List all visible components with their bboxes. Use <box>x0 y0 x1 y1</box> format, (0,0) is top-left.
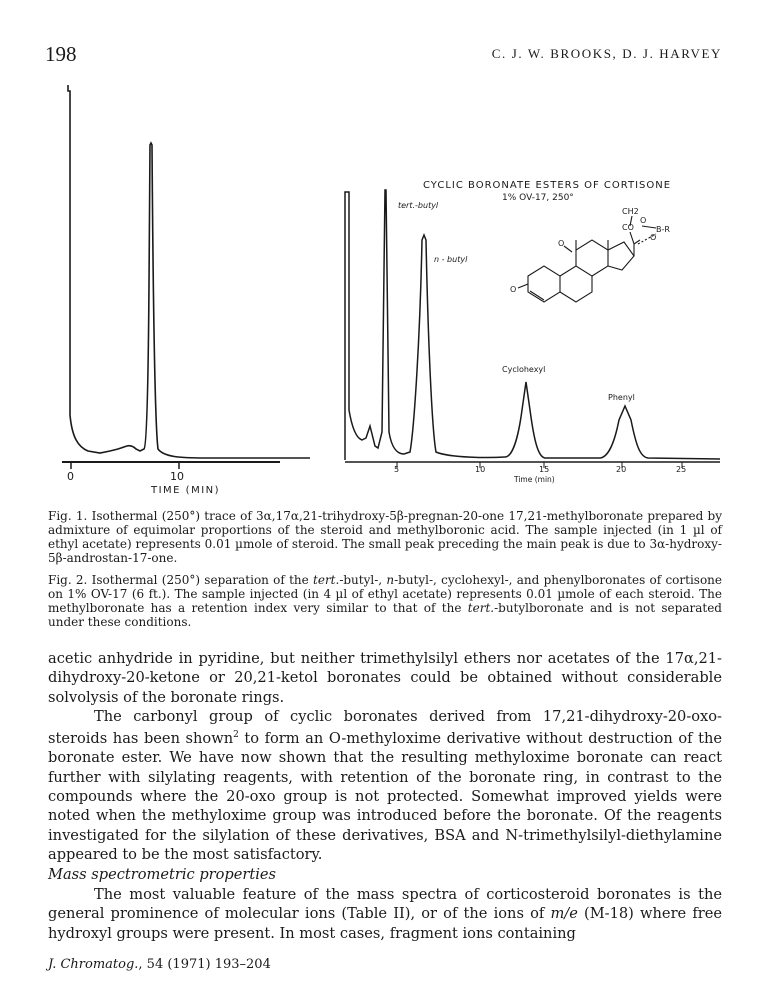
fig2-x-label: Time (min) <box>514 475 555 484</box>
fig1-caption-text: Isothermal (250°) trace of 3α,17α,21-trihydroxy-5β-pregnan-20-one 17,21-methylboronate prepared by admixture of equimolar proportions of the steroid and methylboronic acid. The sample injected (in 1 µl of ethyl acetate) represents 0.01 µmole of steroid. The small peak preceding the main peak is due to 3α-hydroxy-5β-androstan-17-one. <box>48 509 722 565</box>
paragraph-3-b: (M-18) where free hydroxyl groups were present. In most cases, fragment ions containing <box>48 905 722 942</box>
paragraph-2-ref: 2 <box>233 730 239 741</box>
paragraph-1: acetic anhydride in pyridine, but neither trimethylsilyl ethers nor acetates of the 17α,21-dihydroxy-20-ketone or 20,21-ketol boronates could be obtained without considerable solvolysis of the boronate rings. <box>48 650 722 706</box>
paragraph-2-b: to form an O-methyloxime derivative without destruction of the boronate ester. We have now shown that the resulting methyloxime boronate can react further with silylating reagents, with retention of the boronate ring, in contrast to the compounds where the 20-oxo group is not protected. Somewhat improved yields were noted when the methyloxime group was introduced before the boronate. Of the reagents investigated for the silylation of these derivatives, BSA and N-trimethylsilyl-diethylamine appeared to be the most satisfactory. <box>48 730 722 863</box>
fig2-caption-text-b: -butyl-, <box>339 573 383 587</box>
body-text <box>48 649 722 864</box>
cortisone-boronate-structure <box>518 216 656 302</box>
peak-label-cyclohexyl: Cyclohexyl <box>502 365 546 374</box>
figure-1-chromatogram <box>40 85 330 505</box>
fig2-subtitle: 1% OV-17, 250° <box>502 193 574 203</box>
fig1-axis-label: TIME (MIN) <box>151 485 221 496</box>
footer-citation <box>48 957 271 972</box>
figure-2-caption <box>48 573 722 629</box>
fig1-tick-10: 10 <box>170 470 184 483</box>
fig2-caption-text-c: -butyl-, cyclohexyl-, and phenylboronates of cortisone on 1% OV-17 (6 ft.). The sample injected (in 4 µl of ethyl acetate) represents 0.01 µmole of each steroid. The methylboronate has a retention index very similar to that of the <box>48 573 722 615</box>
fig2-caption-text-d: -butylboronate and is not separated under these conditions. <box>48 601 722 629</box>
fig2-tick-5: 5 <box>394 465 400 474</box>
fig2-caption-label: Fig. 2. <box>48 573 88 587</box>
fig2-title: CYCLIC BORONATE ESTERS OF CORTISONE <box>423 180 672 191</box>
fig2-caption-n: n <box>386 573 395 587</box>
fig2-caption-text-a: Isothermal (250°) separation of the <box>91 573 309 587</box>
structure-o-ring: O <box>640 216 647 225</box>
fig2-caption-tert2: tert. <box>467 601 495 615</box>
fig1-caption-label: Fig. 1. <box>48 509 88 523</box>
fig2-tick-15: 15 <box>539 465 550 474</box>
paragraph-3 <box>48 885 722 943</box>
fig2-caption-tert: tert. <box>313 573 340 587</box>
structure-o-ring2: O <box>650 233 657 242</box>
fig2-tick-10: 10 <box>475 465 486 474</box>
structure-o-ketone2: O <box>510 285 517 294</box>
peak-label-n-butyl: n - butyl <box>434 255 468 264</box>
fig2-tick-25: 25 <box>676 465 687 474</box>
fig1-trace <box>68 85 310 458</box>
paragraph-2-a: The carbonyl group of cyclic boronates derived from 17,21-dihydroxy-20-oxo-steroids has been shown <box>48 707 722 748</box>
section-heading: Mass spectrometric properties <box>48 866 277 883</box>
peak-label-phenyl: Phenyl <box>608 393 635 402</box>
paragraph-3-me: m/e <box>550 905 578 923</box>
footer-journal: J. Chromatog. <box>48 957 139 972</box>
footer-volume: , 54 (1971) 193–204 <box>138 957 271 972</box>
paragraph-2 <box>48 707 722 864</box>
page-number: 198 <box>45 42 77 66</box>
peak-label-tert-butyl: tert.-butyl <box>398 201 439 210</box>
paragraph-3-a: The most valuable feature of the mass spectra of corticosteroid boronates is the general prominence of molecular ions (Table II), or of the ions of <box>48 886 722 923</box>
fig2-tick-20: 20 <box>616 465 627 474</box>
structure-co: CO <box>622 223 634 232</box>
structure-ch2: CH2 <box>622 207 639 216</box>
running-header-authors: C. J. W. BROOKS, D. J. HARVEY <box>491 46 722 61</box>
body-text-2 <box>48 885 722 943</box>
structure-o-ketone: O <box>558 239 565 248</box>
fig1-tick-0: 0 <box>67 470 74 483</box>
figure-1-caption <box>48 509 722 565</box>
figure-2-chromatogram <box>340 170 730 490</box>
structure-br: B-R <box>656 225 670 234</box>
